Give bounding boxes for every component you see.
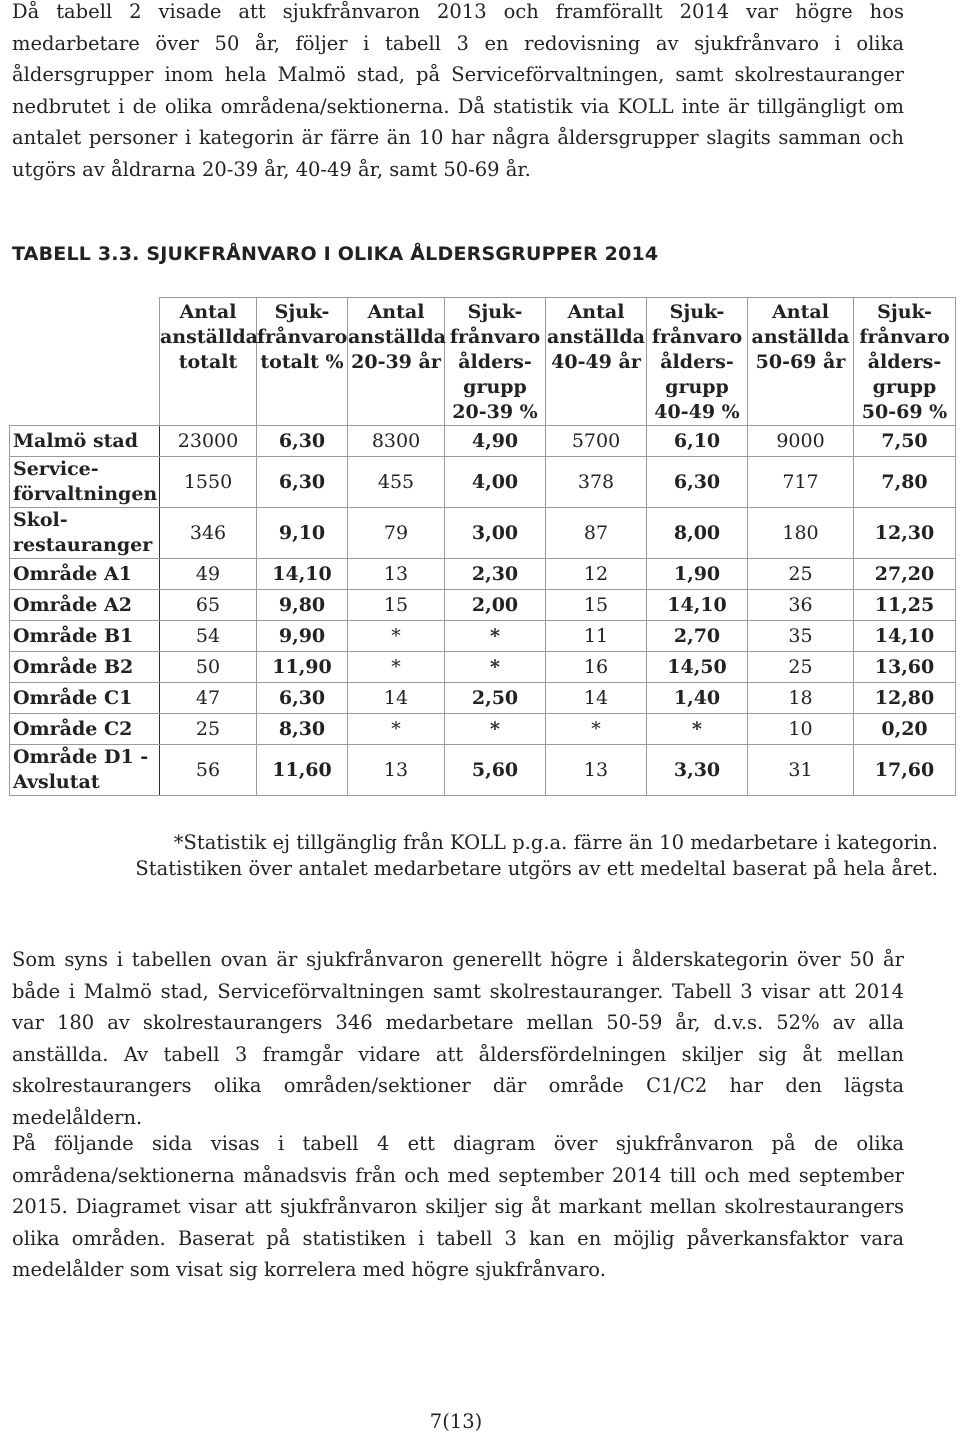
intro-paragraph: Då tabell 2 visade att sjukfrånvaron 2013 och framförallt 2014 var högre hos medarbetare över 50 år, följer i tabell 3 en redovisning av sjukfrånvaro i olika åldersgrupper inom hela Malmö stad, på Serviceförvaltningen, samt skolrestauranger nedbrutet i de olika områdena/sektionerna. Då statistik via KOLL inte är tillgängligt om antalet personer i kategorin är färre än 10 har några åldersgrupper slagits samman och utgörs av åldrarna 20-39 år, 40-49 år, samt 50-69 år. (12, 0, 904, 181)
sick-leave-percent-cell: 1,90 (647, 559, 748, 590)
headcount-cell: 31 (748, 745, 854, 796)
headcount-cell: 180 (748, 508, 854, 559)
sick-leave-percent-cell: 8,30 (257, 714, 348, 745)
headcount-cell: 9000 (748, 426, 854, 457)
headcount-cell: 49 (160, 559, 257, 590)
headcount-cell: * (546, 714, 647, 745)
row-label (10, 652, 160, 683)
sick-leave-percent-cell: 14,10 (257, 559, 348, 590)
table-header-row (10, 298, 956, 426)
diagram-intro-paragraph: På följande sida visas i tabell 4 ett diagram över sjukfrånvaron på de olika områdena/sektionerna månadsvis från och med september 2014 till och med september 2015. Diagramet visar att sjukfrånvaron skiljer sig åt markant mellan skolrestaurangers olika områden. Baserat på statistiken i tabell 3 kan en möjlig påverkansfaktor vara medelålder som visat sig korrelera med högre sjukfrånvaro. (12, 1132, 904, 1281)
headcount-cell: 15 (546, 590, 647, 621)
column-header-line: Antal (567, 301, 625, 323)
sick-leave-percent-cell: 14,10 (854, 621, 956, 652)
row-label (10, 683, 160, 714)
sick-leave-percent-cell: 5,60 (445, 745, 546, 796)
column-header-line: frånvaro (449, 326, 541, 348)
sick-leave-percent-cell: 2,70 (647, 621, 748, 652)
column-header-line: 20-39 år (351, 351, 441, 373)
headcount-cell: 717 (748, 457, 854, 508)
table-heading: TABELL 3.3. SJUKFRÅNVARO I OLIKA ÅLDERSGRUPPER 2014 (12, 243, 659, 265)
sick-leave-percent-cell: 2,30 (445, 559, 546, 590)
sick-leave-percent-cell: 0,20 (854, 714, 956, 745)
analysis-paragraph: Som syns i tabellen ovan är sjukfrånvaron generellt högre i ålderskategorin över 50 år både i Malmö stad, Serviceförvaltningen samt skolrestauranger. Tabell 3 visar att 2014 var 180 av skolrestaurangers 346 medarbetare mellan 50-59 år, d.v.s. 52% av alla anställda. Av tabell 3 framgår vidare att åldersfördelningen skiljer sig åt mellan skolrestaurangers olika områden/sektioner där område C1/C2 har den lägsta medelåldern. (12, 948, 904, 1129)
sick-leave-percent-cell: 27,20 (854, 559, 956, 590)
row-label-line: Område C1 (13, 686, 133, 709)
column-header (854, 298, 956, 426)
row-label-line: Område A2 (13, 593, 132, 616)
sick-leave-percent-cell: 12,80 (854, 683, 956, 714)
headcount-cell: 12 (546, 559, 647, 590)
column-header-line: grupp (463, 376, 527, 398)
sick-leave-percent-cell: 6,10 (647, 426, 748, 457)
column-header-line: grupp (872, 376, 937, 398)
headcount-cell: * (348, 714, 445, 745)
row-label-line: förvaltningen (13, 483, 158, 505)
row-label (10, 559, 160, 590)
column-header-line: ålders- (867, 351, 942, 373)
headcount-cell: 11 (546, 621, 647, 652)
headcount-cell: 15 (348, 590, 445, 621)
column-header-line: Sjuk- (467, 301, 523, 323)
sick-leave-percent-cell: 6,30 (257, 426, 348, 457)
column-header-line: Antal (367, 301, 425, 323)
headcount-cell: 87 (546, 508, 647, 559)
sick-leave-percent-cell: 6,30 (257, 457, 348, 508)
table-row (10, 559, 956, 590)
headcount-cell: 5700 (546, 426, 647, 457)
column-header (257, 298, 348, 426)
sick-leave-percent-cell: 11,90 (257, 652, 348, 683)
column-header (160, 298, 257, 426)
sick-leave-percent-cell: 12,30 (854, 508, 956, 559)
headcount-cell: 8300 (348, 426, 445, 457)
table-row (10, 621, 956, 652)
sick-leave-percent-cell: 11,25 (854, 590, 956, 621)
headcount-cell: 13 (348, 745, 445, 796)
row-label-line: Malmö stad (13, 429, 139, 452)
column-header-line: Antal (179, 301, 237, 323)
headcount-cell: 346 (160, 508, 257, 559)
row-label-line: Avslutat (13, 771, 100, 793)
row-label-line: Område B2 (13, 655, 134, 678)
table-row (10, 457, 956, 508)
headcount-cell: 79 (348, 508, 445, 559)
column-header-line: frånvaro (859, 326, 950, 348)
column-header (748, 298, 854, 426)
sick-leave-percent-cell: * (445, 714, 546, 745)
sick-leave-percent-cell: 9,90 (257, 621, 348, 652)
headcount-cell: 23000 (160, 426, 257, 457)
column-header (647, 298, 748, 426)
sick-leave-percent-cell: 14,50 (647, 652, 748, 683)
column-header-line: 50-69 år (755, 351, 846, 373)
column-header (445, 298, 546, 426)
headcount-cell: 16 (546, 652, 647, 683)
sick-leave-percent-cell: 1,40 (647, 683, 748, 714)
column-header-line: 20-39 % (452, 401, 538, 423)
page-number: 7(13) (429, 1410, 483, 1433)
sick-leave-percent-cell: 13,60 (854, 652, 956, 683)
sick-leave-percent-cell: 9,10 (257, 508, 348, 559)
sick-leave-percent-cell: 14,10 (647, 590, 748, 621)
header-corner-cell (10, 298, 160, 426)
headcount-cell: 10 (748, 714, 854, 745)
headcount-cell: 13 (348, 559, 445, 590)
column-header-line: 40-49 år (551, 351, 641, 373)
headcount-cell: 35 (748, 621, 854, 652)
headcount-cell: * (348, 652, 445, 683)
sick-leave-percent-cell: * (445, 652, 546, 683)
column-header-line: Sjuk- (274, 301, 330, 323)
column-header-line: anställda (751, 326, 850, 348)
column-header-line: totalt (178, 351, 238, 373)
column-header-line: Sjuk- (877, 301, 932, 323)
sick-leave-percent-cell: * (647, 714, 748, 745)
headcount-cell: 13 (546, 745, 647, 796)
headcount-cell: 1550 (160, 457, 257, 508)
column-header-line: anställda (348, 326, 446, 348)
column-header-line: anställda (547, 326, 645, 348)
row-label (10, 745, 160, 796)
headcount-cell: 14 (546, 683, 647, 714)
headcount-cell: 378 (546, 457, 647, 508)
sick-leave-percent-cell: 6,30 (257, 683, 348, 714)
sick-leave-percent-cell: 11,60 (257, 745, 348, 796)
sick-leave-percent-cell: 3,00 (445, 508, 546, 559)
column-header (348, 298, 445, 426)
row-label-line: Område A1 (13, 562, 132, 585)
headcount-cell: 65 (160, 590, 257, 621)
row-label (10, 508, 160, 559)
headcount-cell: * (348, 621, 445, 652)
table-row (10, 683, 956, 714)
column-header-line: Antal (772, 301, 829, 323)
sick-leave-percent-cell: 9,80 (257, 590, 348, 621)
table-row (10, 426, 956, 457)
table-footnote: *Statistik ej tillgänglig från KOLL p.g.a. färre än 10 medarbetare i kategorin. (173, 831, 938, 854)
row-label (10, 457, 160, 508)
column-header (546, 298, 647, 426)
sick-leave-percent-cell: * (445, 621, 546, 652)
column-header-line: frånvaro (651, 326, 743, 348)
sick-leave-percent-cell: 6,30 (647, 457, 748, 508)
column-header-line: frånvaro (257, 326, 348, 348)
sick-leave-percent-cell: 3,30 (647, 745, 748, 796)
headcount-cell: 455 (348, 457, 445, 508)
headcount-cell: 50 (160, 652, 257, 683)
column-header-line: totalt % (260, 351, 344, 373)
table-row (10, 590, 956, 621)
column-header-line: anställda (160, 326, 258, 348)
column-header-line: ålders- (660, 351, 734, 373)
sick-leave-percent-cell: 7,80 (854, 457, 956, 508)
row-label (10, 590, 160, 621)
table-footnote-average: Statistiken över antalet medarbetare utgörs av ett medeltal baserat på hela året. (135, 857, 938, 880)
row-label (10, 426, 160, 457)
row-label (10, 714, 160, 745)
row-label-line: restauranger (13, 534, 153, 556)
table-row (10, 652, 956, 683)
table-row (10, 714, 956, 745)
row-label-line: Område B1 (13, 624, 134, 647)
headcount-cell: 18 (748, 683, 854, 714)
row-label-line: Service- (13, 458, 99, 480)
headcount-cell: 25 (748, 559, 854, 590)
headcount-cell: 14 (348, 683, 445, 714)
sick-leave-percent-cell: 2,50 (445, 683, 546, 714)
headcount-cell: 25 (160, 714, 257, 745)
headcount-cell: 25 (748, 652, 854, 683)
sick-leave-percent-cell: 17,60 (854, 745, 956, 796)
column-header-line: 40-49 % (654, 401, 740, 423)
row-label-line: Område C2 (13, 717, 133, 740)
column-header-line: ålders- (458, 351, 532, 373)
headcount-cell: 56 (160, 745, 257, 796)
row-label-line: Skol- (13, 509, 68, 531)
table-body (10, 426, 956, 796)
table-row (10, 508, 956, 559)
row-label-line: Område D1 - (13, 746, 149, 768)
sick-leave-percent-cell: 4,00 (445, 457, 546, 508)
column-header-line: 50-69 % (861, 401, 948, 423)
sick-leave-table (9, 297, 956, 796)
sick-leave-percent-cell: 4,90 (445, 426, 546, 457)
headcount-cell: 36 (748, 590, 854, 621)
headcount-cell: 47 (160, 683, 257, 714)
table-row (10, 745, 956, 796)
sick-leave-percent-cell: 2,00 (445, 590, 546, 621)
sick-leave-percent-cell: 8,00 (647, 508, 748, 559)
row-label (10, 621, 160, 652)
column-header-line: grupp (665, 376, 729, 398)
sick-leave-percent-cell: 7,50 (854, 426, 956, 457)
headcount-cell: 54 (160, 621, 257, 652)
column-header-line: Sjuk- (669, 301, 725, 323)
